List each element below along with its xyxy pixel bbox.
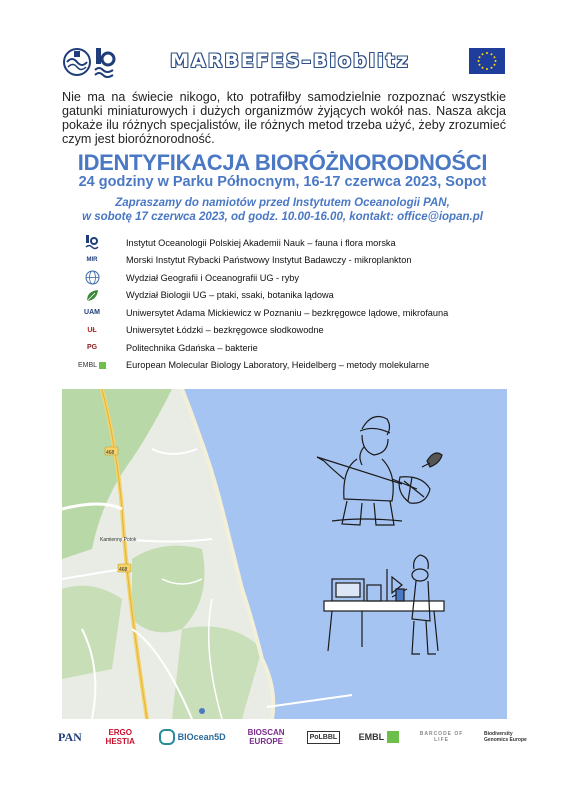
leaf-icon — [72, 288, 112, 303]
road-label: 468 — [106, 450, 115, 456]
event-subheading: 24 godziny w Parku Północnym, 16-17 czerwca 2023, Sopot — [78, 174, 487, 190]
ul-logo-text: UŁ — [87, 326, 97, 334]
biodiversity-genomics-europe-logo — [484, 731, 528, 743]
globe-icon — [72, 270, 112, 285]
embl-mark-icon — [387, 731, 399, 743]
partner-text: Wydział Geografii i Oceanografii UG - ryby — [126, 272, 300, 283]
place-label: Kamienny Potok — [100, 537, 137, 543]
map-illustration — [62, 389, 507, 719]
ib-logo — [93, 46, 117, 78]
mir-logo-text: MIR — [86, 257, 98, 264]
contact-email[interactable]: office@iopan.pl — [397, 211, 483, 223]
partner-item — [72, 252, 542, 270]
ul-logo — [72, 323, 112, 338]
invite-line-2-text: w sobotę 17 czerwca 2023, od godz. 10.00-16.00, kontakt: — [82, 211, 398, 223]
barcode-of-life-logo — [418, 731, 466, 743]
partner-text: Uniwersytet Łódzki – bezkręgowce słodkowodne — [126, 325, 324, 336]
invitation — [30, 196, 535, 224]
partner-text: Morski Instytut Rybacki Państwowy Instytut Badawczy - mikroplankton — [126, 255, 412, 266]
ergo-hestia-logo — [100, 728, 140, 746]
polbbl-logo — [307, 731, 341, 744]
invite-line-2 — [30, 210, 535, 224]
park-marker — [199, 708, 205, 714]
mir-logo — [72, 253, 112, 268]
bioscan-logo-text: BIOSCAN EUROPE — [247, 728, 285, 746]
iopan-logo — [62, 46, 92, 78]
polbbl-logo-text: PoLBBL — [307, 731, 341, 744]
pg-logo — [72, 340, 112, 355]
pan-logo-text: PAN — [58, 729, 82, 744]
uam-logo-text: UAM — [84, 309, 100, 317]
partner-text: Instytut Oceanologii Polskiej Akademii Nauk – fauna i flora morska — [126, 237, 396, 248]
partner-item — [72, 322, 542, 340]
embl-logo-text: EMBL — [77, 361, 98, 369]
partner-item — [72, 339, 542, 357]
iopan-small-logo-icon — [72, 235, 112, 250]
partner-item — [72, 287, 542, 305]
biocean-circle-icon — [159, 729, 175, 745]
pg-logo-text: PG — [86, 344, 98, 352]
uam-logo — [72, 305, 112, 320]
bioscan-europe-logo — [244, 728, 288, 746]
embl-footer-text: EMBL — [358, 732, 385, 742]
main-heading: IDENTYFIKACJA BIORÓŻNORODNOŚCI — [77, 150, 488, 175]
partner-item — [72, 357, 542, 375]
eu-flag-icon — [469, 48, 505, 74]
embl-mark-icon — [99, 362, 106, 369]
invite-line-1: Zapraszamy do namiotów przed Instytutem Oceanologii PAN, — [115, 197, 450, 209]
poster-title: MARBEFES–Bioblitz — [170, 50, 410, 72]
partner-text: Wydział Biologii UG – ptaki, ssaki, botanika lądowa — [126, 290, 334, 301]
biocean5d-logo-text: BIOcean5D — [177, 732, 226, 742]
partner-text: European Molecular Biology Laboratory, Heidelberg – metody molekularne — [126, 360, 430, 371]
partner-item — [72, 269, 542, 287]
footer-logos — [58, 722, 528, 752]
road-label: 468 — [119, 567, 128, 573]
partners-list — [72, 234, 542, 374]
embl-logo — [72, 358, 112, 373]
ergo-hestia-logo-text: ERGO HESTIA — [105, 728, 135, 746]
partner-text: Uniwersytet Adama Mickiewicz w Poznaniu – bezkręgowce lądowe, mikrofauna — [126, 307, 449, 318]
pan-logo — [58, 730, 82, 745]
partner-item — [72, 234, 542, 252]
partner-item — [72, 304, 542, 322]
bge-logo-text: Biodiversity Genomics Europe — [483, 731, 527, 743]
biocean5d-logo — [159, 729, 226, 745]
barcode-logo-text: BARCODE OF LIFE — [419, 731, 464, 743]
partner-text: Politechnika Gdańska – bakterie — [126, 342, 258, 353]
embl-footer-logo — [359, 731, 400, 743]
intro-paragraph: Nie ma na świecie nikogo, kto potrafiłby samodzielnie rozpoznać wszystkie gatunki miniaturowych i dużych organizmów żyjących wokół nas. Nasza akcja pokaże ilu różnych specjalistów, ile różnych metod trzeba użyć, żeby zrozumieć czym jest bioróżnorodność. — [62, 90, 506, 146]
